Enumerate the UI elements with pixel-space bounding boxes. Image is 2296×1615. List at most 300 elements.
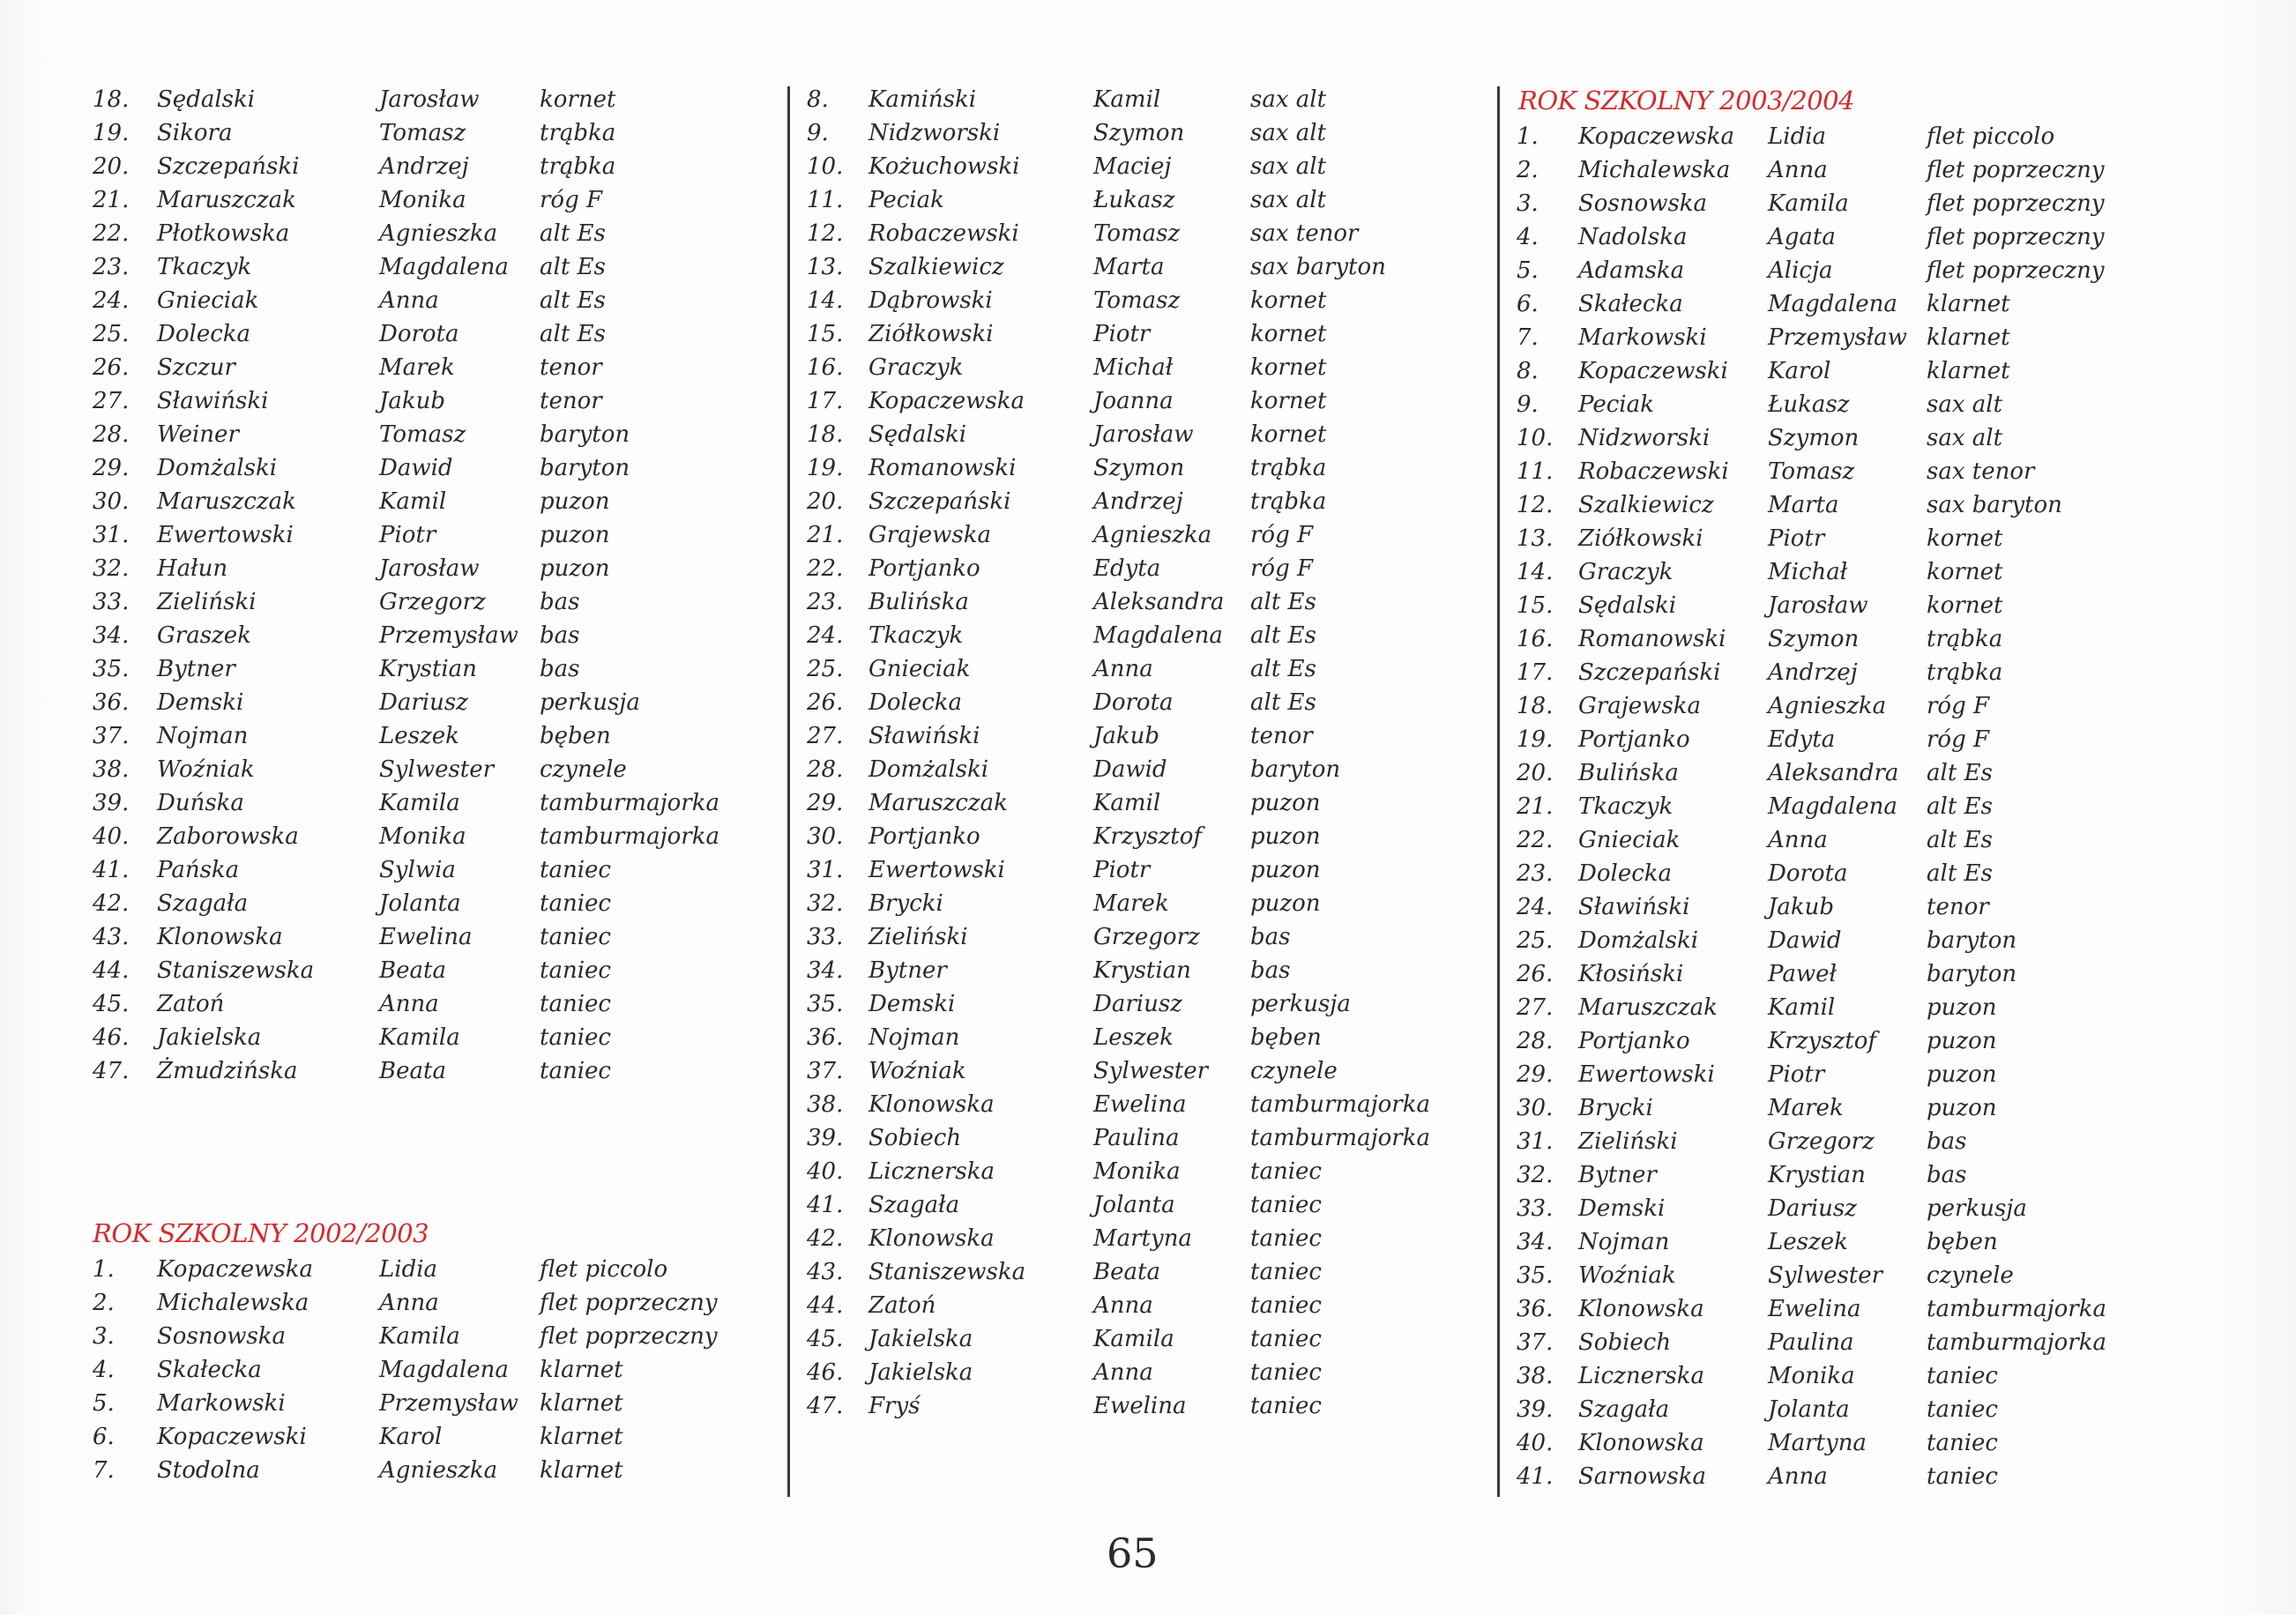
surname: Ziółkowski bbox=[868, 321, 994, 347]
instrument: puzon bbox=[540, 488, 610, 515]
surname: Nojman bbox=[157, 723, 249, 749]
instrument: taniec bbox=[1250, 1393, 1322, 1419]
surname: Domżalski bbox=[1578, 927, 1699, 954]
row-number: 4. bbox=[1517, 224, 1539, 250]
instrument: puzon bbox=[1250, 857, 1321, 883]
first-name: Grzegorz bbox=[379, 589, 486, 615]
instrument: tamburmajorka bbox=[1250, 1091, 1430, 1118]
first-name: Krystian bbox=[1768, 1162, 1866, 1188]
row-number: 42. bbox=[93, 890, 130, 917]
first-name: Dorota bbox=[379, 321, 459, 347]
row-number: 46. bbox=[93, 1024, 130, 1051]
instrument: tenor bbox=[540, 388, 602, 414]
surname: Brycki bbox=[868, 890, 943, 917]
surname: Portjanko bbox=[1578, 726, 1690, 753]
instrument: sax alt bbox=[1250, 86, 1327, 113]
row-number: 42. bbox=[807, 1225, 844, 1252]
first-name: Kamil bbox=[1093, 86, 1161, 113]
row-number: 18. bbox=[93, 86, 130, 113]
row-number: 32. bbox=[93, 555, 130, 582]
first-name: Anna bbox=[1093, 1292, 1153, 1319]
surname: Ewertowski bbox=[868, 857, 1005, 883]
surname: Tkaczyk bbox=[868, 622, 964, 649]
surname: Michalewska bbox=[1578, 157, 1731, 183]
instrument: alt Es bbox=[1927, 793, 1993, 820]
instrument: sax baryton bbox=[1250, 254, 1386, 280]
surname: Nidzworski bbox=[1578, 425, 1711, 451]
first-name: Piotr bbox=[1093, 857, 1151, 883]
instrument: kornet bbox=[540, 86, 616, 113]
first-name: Michał bbox=[1768, 559, 1848, 585]
instrument: taniec bbox=[1250, 1158, 1322, 1185]
first-name: Paulina bbox=[1093, 1125, 1180, 1151]
row-number: 27. bbox=[93, 388, 130, 414]
first-name: Anna bbox=[379, 287, 439, 314]
first-name: Łukasz bbox=[1768, 391, 1850, 418]
surname: Zaborowska bbox=[157, 823, 299, 850]
first-name: Krystian bbox=[379, 656, 477, 682]
surname: Kopaczewska bbox=[1578, 123, 1735, 150]
row-number: 38. bbox=[1517, 1363, 1554, 1389]
row-number: 24. bbox=[807, 622, 844, 649]
surname: Woźniak bbox=[1578, 1262, 1676, 1289]
instrument: kornet bbox=[1250, 321, 1327, 347]
row-number: 36. bbox=[93, 689, 130, 716]
first-name: Monika bbox=[379, 823, 466, 850]
first-name: Tomasz bbox=[1093, 287, 1181, 314]
first-name: Aleksandra bbox=[1093, 589, 1225, 615]
row-number: 34. bbox=[93, 622, 130, 649]
row-number: 19. bbox=[93, 120, 130, 146]
instrument: baryton bbox=[1927, 961, 2017, 987]
first-name: Leszek bbox=[1093, 1024, 1174, 1051]
first-name: Krzysztof bbox=[1768, 1028, 1877, 1054]
surname: Zieliński bbox=[868, 924, 968, 950]
first-name: Kamila bbox=[1093, 1326, 1174, 1352]
instrument: róg F bbox=[1927, 693, 1990, 719]
row-number: 34. bbox=[807, 957, 844, 984]
row-number: 43. bbox=[93, 924, 130, 950]
surname: Michalewska bbox=[157, 1290, 309, 1316]
first-name: Anna bbox=[1768, 827, 1828, 853]
surname: Kożuchowski bbox=[868, 153, 1020, 180]
surname: Szagała bbox=[1578, 1396, 1670, 1423]
surname: Klonowska bbox=[868, 1225, 995, 1252]
instrument: puzon bbox=[1927, 994, 1997, 1021]
row-number: 24. bbox=[1517, 894, 1554, 920]
row-number: 20. bbox=[93, 153, 130, 180]
surname: Woźniak bbox=[157, 756, 255, 783]
surname: Sarnowska bbox=[1578, 1463, 1706, 1490]
first-name: Michał bbox=[1093, 354, 1174, 381]
surname: Jakielska bbox=[157, 1024, 262, 1051]
column-divider-left bbox=[787, 86, 790, 1497]
instrument: sax tenor bbox=[1250, 220, 1359, 247]
row-number: 44. bbox=[807, 1292, 844, 1319]
instrument: taniec bbox=[540, 924, 611, 950]
instrument: tamburmajorka bbox=[1927, 1329, 2106, 1356]
surname: Adamska bbox=[1578, 257, 1685, 284]
first-name: Jolanta bbox=[1093, 1192, 1175, 1218]
row-number: 25. bbox=[1517, 927, 1554, 954]
first-name: Joanna bbox=[1093, 388, 1174, 414]
instrument: taniec bbox=[1927, 1396, 1998, 1423]
first-name: Magdalena bbox=[379, 1357, 509, 1383]
first-name: Agnieszka bbox=[379, 1457, 498, 1484]
section-heading-2003-2004: ROK SZKOLNY 2003/2004 bbox=[1518, 86, 1855, 115]
surname: Płotkowska bbox=[157, 220, 290, 247]
instrument: bas bbox=[1250, 924, 1291, 950]
surname: Zieliński bbox=[157, 589, 257, 615]
row-number: 32. bbox=[807, 890, 844, 917]
first-name: Krystian bbox=[1093, 957, 1191, 984]
instrument: sax alt bbox=[1927, 391, 2003, 418]
instrument: tenor bbox=[540, 354, 602, 381]
first-name: Dorota bbox=[1093, 689, 1174, 716]
surname: Ewertowski bbox=[1578, 1061, 1715, 1088]
row-number: 43. bbox=[807, 1259, 844, 1285]
instrument: flet poprzeczny bbox=[540, 1323, 718, 1350]
first-name: Andrzej bbox=[1768, 659, 1858, 686]
first-name: Szymon bbox=[1093, 120, 1185, 146]
row-number: 29. bbox=[807, 790, 844, 816]
instrument: bęben bbox=[540, 723, 611, 749]
first-name: Leszek bbox=[379, 723, 459, 749]
row-number: 33. bbox=[807, 924, 844, 950]
first-name: Jarosław bbox=[379, 86, 480, 113]
surname: Szalkiewicz bbox=[868, 254, 1004, 280]
row-number: 29. bbox=[1517, 1061, 1554, 1088]
instrument: puzon bbox=[1250, 823, 1321, 850]
instrument: tamburmajorka bbox=[1250, 1125, 1430, 1151]
row-number: 1. bbox=[1517, 123, 1539, 150]
instrument: tenor bbox=[1250, 723, 1313, 749]
first-name: Martyna bbox=[1093, 1225, 1192, 1252]
instrument: trąbka bbox=[540, 153, 616, 180]
instrument: alt Es bbox=[1927, 860, 1993, 887]
instrument: alt Es bbox=[1250, 589, 1316, 615]
surname: Markowski bbox=[157, 1390, 286, 1417]
surname: Licznerska bbox=[868, 1158, 995, 1185]
instrument: czynele bbox=[1250, 1058, 1338, 1084]
instrument: alt Es bbox=[1927, 760, 1993, 786]
first-name: Paulina bbox=[1768, 1329, 1854, 1356]
instrument: puzon bbox=[1927, 1028, 1997, 1054]
first-name: Magdalena bbox=[379, 254, 509, 280]
row-number: 13. bbox=[807, 254, 844, 280]
surname: Domżalski bbox=[868, 756, 989, 783]
row-number: 41. bbox=[1517, 1463, 1554, 1490]
first-name: Grzegorz bbox=[1093, 924, 1200, 950]
row-number: 8. bbox=[1517, 358, 1539, 384]
surname: Gnieciak bbox=[868, 656, 971, 682]
row-number: 28. bbox=[93, 421, 130, 448]
instrument: puzon bbox=[1250, 790, 1321, 816]
first-name: Karol bbox=[1768, 358, 1831, 384]
row-number: 27. bbox=[1517, 994, 1554, 1021]
surname: Zatoń bbox=[868, 1292, 936, 1319]
first-name: Szymon bbox=[1768, 425, 1860, 451]
surname: Staniszewska bbox=[868, 1259, 1026, 1285]
row-number: 45. bbox=[807, 1326, 844, 1352]
first-name: Anna bbox=[1768, 157, 1828, 183]
instrument: trąbka bbox=[1927, 659, 2003, 686]
surname: Maruszczak bbox=[157, 187, 296, 213]
first-name: Dawid bbox=[1768, 927, 1842, 954]
row-number: 33. bbox=[1517, 1195, 1554, 1222]
first-name: Dariusz bbox=[1768, 1195, 1857, 1222]
surname: Skałecka bbox=[1578, 291, 1683, 317]
surname: Portjanko bbox=[868, 555, 980, 582]
first-name: Tomasz bbox=[1093, 220, 1181, 247]
first-name: Jolanta bbox=[1768, 1396, 1850, 1423]
first-name: Jolanta bbox=[379, 890, 461, 917]
surname: Szagała bbox=[157, 890, 249, 917]
first-name: Alicja bbox=[1768, 257, 1833, 284]
first-name: Tomasz bbox=[379, 120, 466, 146]
row-number: 21. bbox=[93, 187, 130, 213]
row-number: 30. bbox=[807, 823, 844, 850]
first-name: Szymon bbox=[1768, 626, 1860, 652]
surname: Tkaczyk bbox=[1578, 793, 1674, 820]
row-number: 31. bbox=[807, 857, 844, 883]
surname: Demski bbox=[157, 689, 244, 716]
surname: Staniszewska bbox=[157, 957, 315, 984]
row-number: 33. bbox=[93, 589, 130, 615]
first-name: Przemysław bbox=[379, 1390, 518, 1417]
first-name: Anna bbox=[1768, 1463, 1828, 1490]
surname: Zatoń bbox=[157, 991, 225, 1017]
surname: Tkaczyk bbox=[157, 254, 252, 280]
instrument: czynele bbox=[1927, 1262, 2014, 1289]
surname: Bytner bbox=[868, 957, 947, 984]
row-number: 23. bbox=[1517, 860, 1554, 887]
row-number: 39. bbox=[93, 790, 130, 816]
instrument: puzon bbox=[1927, 1095, 1997, 1121]
row-number: 41. bbox=[807, 1192, 844, 1218]
row-number: 2. bbox=[1517, 157, 1539, 183]
first-name: Beata bbox=[379, 957, 446, 984]
surname: Dolecka bbox=[157, 321, 251, 347]
first-name: Dariusz bbox=[1093, 991, 1182, 1017]
first-name: Anna bbox=[379, 991, 439, 1017]
row-number: 40. bbox=[1517, 1430, 1554, 1456]
instrument: alt Es bbox=[1250, 689, 1316, 716]
surname: Portjanko bbox=[868, 823, 980, 850]
row-number: 41. bbox=[93, 857, 130, 883]
instrument: sax alt bbox=[1250, 153, 1327, 180]
surname: Woźniak bbox=[868, 1058, 966, 1084]
instrument: flet piccolo bbox=[1927, 123, 2055, 150]
instrument: bas bbox=[1250, 957, 1291, 984]
surname: Grajewska bbox=[868, 522, 992, 548]
instrument: taniec bbox=[1250, 1259, 1322, 1285]
instrument: trąbka bbox=[1927, 626, 2003, 652]
row-number: 30. bbox=[1517, 1095, 1554, 1121]
surname: Sędalski bbox=[868, 421, 967, 448]
instrument: róg F bbox=[540, 187, 603, 213]
instrument: taniec bbox=[1250, 1292, 1322, 1319]
surname: Bulińska bbox=[868, 589, 969, 615]
surname: Dolecka bbox=[868, 689, 963, 716]
row-number: 28. bbox=[807, 756, 844, 783]
instrument: klarnet bbox=[540, 1424, 623, 1450]
first-name: Kamila bbox=[379, 1024, 460, 1051]
first-name: Przemysław bbox=[379, 622, 518, 649]
row-number: 39. bbox=[807, 1125, 844, 1151]
first-name: Anna bbox=[1093, 656, 1153, 682]
surname: Ewertowski bbox=[157, 522, 294, 548]
first-name: Agnieszka bbox=[1768, 693, 1887, 719]
instrument: trąbka bbox=[540, 120, 616, 146]
first-name: Marta bbox=[1768, 492, 1839, 518]
surname: Robaczewski bbox=[1578, 458, 1729, 485]
row-number: 29. bbox=[93, 455, 130, 481]
instrument: trąbka bbox=[1250, 455, 1327, 481]
row-number: 26. bbox=[93, 354, 130, 381]
row-number: 1. bbox=[93, 1256, 115, 1283]
row-number: 40. bbox=[807, 1158, 844, 1185]
row-number: 21. bbox=[807, 522, 844, 548]
instrument: baryton bbox=[540, 421, 630, 448]
first-name: Sylwia bbox=[379, 857, 456, 883]
instrument: tamburmajorka bbox=[540, 790, 719, 816]
surname: Dolecka bbox=[1578, 860, 1673, 887]
first-name: Jakub bbox=[1768, 894, 1835, 920]
row-number: 14. bbox=[1517, 559, 1554, 585]
instrument: bas bbox=[540, 589, 580, 615]
instrument: perkusja bbox=[1250, 991, 1351, 1017]
surname: Klonowska bbox=[157, 924, 283, 950]
surname: Kopaczewski bbox=[1578, 358, 1728, 384]
instrument: taniec bbox=[540, 857, 611, 883]
instrument: róg F bbox=[1250, 522, 1314, 548]
surname: Peciak bbox=[1578, 391, 1654, 418]
surname: Kopaczewska bbox=[157, 1256, 314, 1283]
row-number: 6. bbox=[1517, 291, 1539, 317]
section-heading-2002-2003: ROK SZKOLNY 2002/2003 bbox=[93, 1218, 429, 1248]
surname: Domżalski bbox=[157, 455, 278, 481]
surname: Graczyk bbox=[868, 354, 964, 381]
surname: Maruszczak bbox=[157, 488, 296, 515]
surname: Graszek bbox=[157, 622, 251, 649]
instrument: taniec bbox=[540, 991, 611, 1017]
first-name: Marek bbox=[379, 354, 455, 381]
surname: Bytner bbox=[1578, 1162, 1657, 1188]
instrument: sax alt bbox=[1250, 120, 1327, 146]
first-name: Kamila bbox=[1768, 190, 1849, 217]
first-name: Ewelina bbox=[1768, 1296, 1861, 1322]
instrument: perkusja bbox=[1927, 1195, 2027, 1222]
surname: Portjanko bbox=[1578, 1028, 1690, 1054]
instrument: kornet bbox=[1250, 388, 1327, 414]
row-number: 47. bbox=[807, 1393, 844, 1419]
row-number: 47. bbox=[93, 1058, 130, 1084]
surname: Zieliński bbox=[1578, 1128, 1678, 1155]
surname: Szczepański bbox=[1578, 659, 1721, 686]
surname: Szczepański bbox=[868, 488, 1011, 515]
surname: Nadolska bbox=[1578, 224, 1688, 250]
surname: Hałun bbox=[157, 555, 228, 582]
row-number: 19. bbox=[807, 455, 844, 481]
row-number: 6. bbox=[93, 1424, 115, 1450]
row-number: 38. bbox=[807, 1091, 844, 1118]
first-name: Jarosław bbox=[379, 555, 480, 582]
instrument: klarnet bbox=[540, 1390, 623, 1417]
first-name: Szymon bbox=[1093, 455, 1185, 481]
instrument: flet poprzeczny bbox=[540, 1290, 718, 1316]
row-number: 13. bbox=[1517, 525, 1554, 552]
surname: Fryś bbox=[868, 1393, 921, 1419]
surname: Sławiński bbox=[868, 723, 980, 749]
row-number: 23. bbox=[93, 254, 130, 280]
surname: Demski bbox=[1578, 1195, 1666, 1222]
first-name: Dariusz bbox=[379, 689, 468, 716]
first-name: Dawid bbox=[379, 455, 453, 481]
first-name: Martyna bbox=[1768, 1430, 1867, 1456]
surname: Dąbrowski bbox=[868, 287, 993, 314]
first-name: Kamil bbox=[1768, 994, 1836, 1021]
row-number: 5. bbox=[93, 1390, 115, 1417]
surname: Szczepański bbox=[157, 153, 300, 180]
row-number: 35. bbox=[1517, 1262, 1554, 1289]
row-number: 22. bbox=[1517, 827, 1554, 853]
instrument: kornet bbox=[1927, 592, 2003, 619]
first-name: Andrzej bbox=[379, 153, 469, 180]
row-number: 45. bbox=[93, 991, 130, 1017]
first-name: Aleksandra bbox=[1768, 760, 1899, 786]
row-number: 18. bbox=[807, 421, 844, 448]
first-name: Jakub bbox=[1093, 723, 1160, 749]
instrument: klarnet bbox=[1927, 324, 2010, 351]
first-name: Paweł bbox=[1768, 961, 1837, 987]
surname: Sławiński bbox=[1578, 894, 1690, 920]
first-name: Beata bbox=[1093, 1259, 1160, 1285]
surname: Szczur bbox=[157, 354, 235, 381]
first-name: Jarosław bbox=[1768, 592, 1868, 619]
instrument: alt Es bbox=[540, 254, 606, 280]
instrument: alt Es bbox=[1250, 656, 1316, 682]
surname: Jakielska bbox=[868, 1359, 973, 1386]
first-name: Magdalena bbox=[1768, 291, 1897, 317]
surname: Klonowska bbox=[1578, 1430, 1704, 1456]
instrument: flet piccolo bbox=[540, 1256, 668, 1283]
row-number: 46. bbox=[807, 1359, 844, 1386]
first-name: Agnieszka bbox=[379, 220, 498, 247]
first-name: Beata bbox=[379, 1058, 446, 1084]
first-name: Monika bbox=[379, 187, 466, 213]
instrument: alt Es bbox=[1927, 827, 1993, 853]
first-name: Sylwester bbox=[1093, 1058, 1209, 1084]
surname: Jakielska bbox=[868, 1326, 973, 1352]
row-number: 34. bbox=[1517, 1229, 1554, 1255]
first-name: Dorota bbox=[1768, 860, 1848, 887]
first-name: Maciej bbox=[1093, 153, 1172, 180]
instrument: taniec bbox=[540, 1024, 611, 1051]
surname: Brycki bbox=[1578, 1095, 1653, 1121]
surname: Stodolna bbox=[157, 1457, 260, 1484]
row-number: 17. bbox=[807, 388, 844, 414]
instrument: bas bbox=[1927, 1162, 1967, 1188]
row-number: 35. bbox=[807, 991, 844, 1017]
instrument: róg F bbox=[1927, 726, 1990, 753]
page-number: 65 bbox=[1107, 1529, 1159, 1577]
surname: Bytner bbox=[157, 656, 235, 682]
row-number: 15. bbox=[1517, 592, 1554, 619]
surname: Maruszczak bbox=[868, 790, 1008, 816]
instrument: baryton bbox=[540, 455, 630, 481]
instrument: flet poprzeczny bbox=[1927, 257, 2105, 284]
